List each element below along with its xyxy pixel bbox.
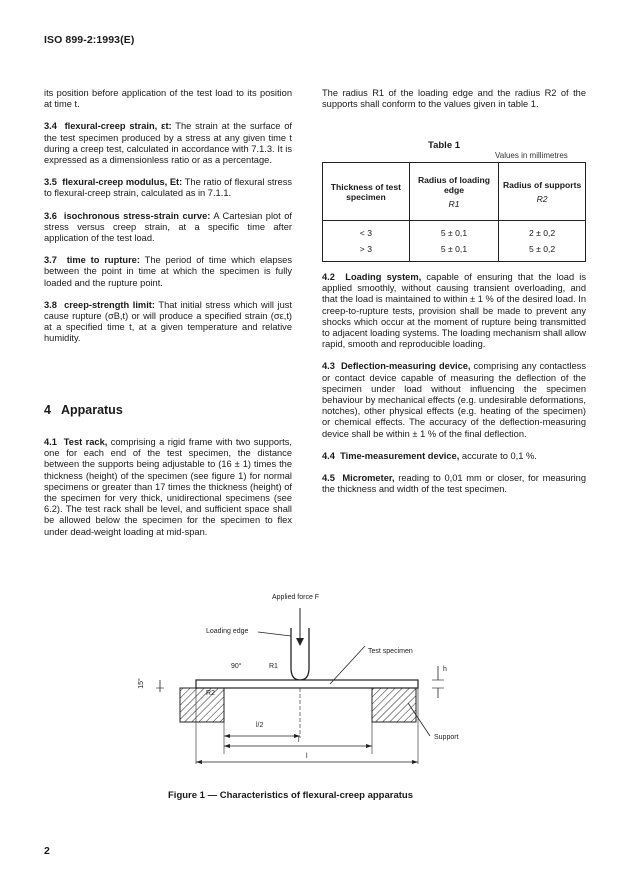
- table-title: Table 1: [428, 140, 461, 151]
- definition-3-8: 3.8 creep-strength limit: That initial stress which will just cause rupture (σB,t) or will produce a specified strain (σε,t) at a specified time t, at a given temperature and relative humidity.: [44, 299, 292, 344]
- clause-4-4: 4.4 Time-measurement device, accurate to 0,1 %.: [322, 450, 537, 461]
- clause-4-1: 4.1 Test rack, comprising a rigid frame with two supports, one for each end of the test specimen, the distance between the supports being adjustable to (16 ± 1) times the thickness (height) of the specimen (see figure 1) for normal specimens or greater than 17 times the thickness (height) of the specimen for very thick, unidirectional specimens (see 6.2). The test rack shall be level, and sufficient space shall be allowed below the specimen for the specimen to flex under dead-weight loading at mid-span.: [44, 437, 292, 537]
- test-specimen-bar: [196, 680, 418, 688]
- header-thickness: Thickness of test specimen: [323, 163, 410, 221]
- table-units: Values in millimetres: [495, 151, 568, 160]
- page-number: 2: [44, 845, 50, 857]
- radius-table: [322, 162, 586, 262]
- header-loading-edge: Radius of loading edge R1: [409, 163, 498, 221]
- definition-3-4: 3.4 flexural-creep strain, εt: The strain at the surface of the test specimen produced by a stress at any given time t during a creep test, calculated in accordance with 7.1.3. It is expressed as a dimensionless ratio or as a percentage.: [44, 121, 292, 166]
- cell-thickness: < 3 > 3: [323, 221, 410, 262]
- clause-4-2: 4.2 Loading system, capable of ensuring that the load is applied smoothly, without causing transient overloading, and that the load is maintained to within ± 1 % of the desired load. In creep-to-rupture tests, provision shall be made to prevent any shocks which occur at the moment of rupture being transmitted to adjacent loading systems. The loading mechanism shall allow rapid, smooth and reproducible loading.: [322, 272, 587, 350]
- definition-3-7: 3.7 time to rupture: The period of time which elapses between the point in time at which the specimen is fully loaded and the rupture point.: [44, 255, 292, 288]
- label-r1: R1: [269, 663, 278, 670]
- label-l-inner: l: [298, 737, 300, 744]
- cell-r1: 5 ± 0,1 5 ± 0,1: [409, 221, 498, 262]
- label-applied-force: Applied force F: [272, 594, 320, 601]
- document-id: ISO 899-2:1993(E): [44, 34, 135, 46]
- definition-3-6: 3.6 isochronous stress-strain curve: A Cartesian plot of stress versus creep strain, at a specific time after application of the test load.: [44, 210, 293, 244]
- definition-3-5: 3.5 flexural-creep modulus, Et: The ratio of flexural stress to flexural-creep strain, calculated as in 7.1.1.: [44, 177, 292, 199]
- section-heading-apparatus: 4 Apparatus: [44, 403, 123, 417]
- intro-paragraph: its position before application of the test load to its position at time t.: [44, 88, 292, 110]
- header-supports: Radius of supports R2: [499, 163, 586, 221]
- label-r2: R2: [206, 690, 215, 697]
- label-angle: 90°: [231, 663, 242, 670]
- clause-4-5: 4.5 Micrometer, reading to 0,01 mm or closer, for measuring the thickness and width of the test specimen.: [322, 473, 587, 495]
- figure-caption: Figure 1 — Characteristics of flexural-creep apparatus: [168, 790, 413, 801]
- right-clauses: [322, 272, 586, 506]
- right-intro: The radius R1 of the loading edge and the radius R2 of the supports shall conform to the values given in table 1.: [322, 88, 586, 110]
- clause-4-3: 4.3 Deflection-measuring device, comprising any contactless or contact device capable of measuring the deflection of the specimen under load without influencing the specimen behaviour by mechanical effects (e.g. undesirable deformations, notches), other physical effects (e.g. heating of the specimen) or chemical effects. The accuracy of the deflection-measuring device shall be within ± 1 % of the final deflection.: [322, 361, 586, 439]
- label-test-specimen: Test specimen: [368, 648, 413, 655]
- label-half-l: l/2: [256, 722, 264, 729]
- force-arrowhead: [296, 638, 304, 646]
- label-loading-edge: Loading edge: [206, 628, 249, 635]
- label-l-outer: l: [306, 753, 308, 760]
- label-support: Support: [434, 734, 459, 741]
- figure-diagram: [0, 588, 620, 778]
- label-15-degrees: 15°: [137, 678, 145, 689]
- label-h: h: [443, 666, 447, 673]
- left-column: [44, 88, 292, 356]
- left-support: [180, 688, 224, 722]
- cell-r2: 2 ± 0,2 5 ± 0,2: [499, 221, 586, 262]
